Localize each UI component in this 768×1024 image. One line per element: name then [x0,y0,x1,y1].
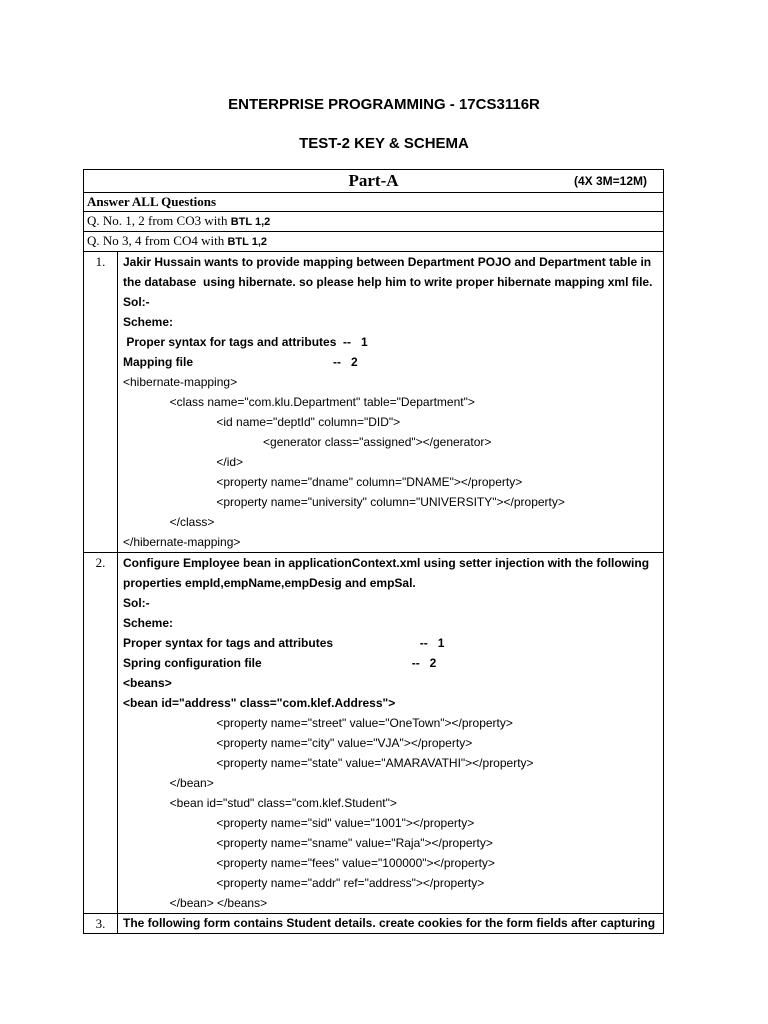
code-line: </bean> [123,776,214,790]
code-line: <property name="fees" value="100000"></property> [123,856,495,870]
scheme-line: Proper syntax for tags and attributes -- 1 [123,335,368,349]
question-row-1 [84,252,664,553]
code-line: </id> [123,455,244,469]
solution-label: Sol:- [123,295,150,309]
code-line: <property name="street" value="OneTown"></property> [123,716,513,730]
code-line: <property name="university" column="UNIVERSITY"></property> [123,495,565,509]
code-line: <bean id="stud" class="com.klef.Student"> [123,796,397,810]
co-row-1 [84,212,664,232]
scheme-line: Proper syntax for tags and attributes -- 1 [123,636,445,650]
code-line: <property name="state" value="AMARAVATHI"></property> [123,756,534,770]
code-line: <property name="city" value="VJA"></property> [123,736,473,750]
question-2-content [118,553,664,914]
code-line: <property name="dname" column="DNAME"></property> [123,475,523,489]
co-text: Q. No 3, 4 from CO4 with [87,233,228,248]
solution-label: Sol:- [123,596,150,610]
document-subtitle: TEST-2 KEY & SCHEMA [299,135,469,152]
code-line: <hibernate-mapping> [123,375,238,389]
code-line: <property name="sname" value="Raja"></property> [123,836,493,850]
part-a-title: Part-A [348,171,399,190]
code-line: </hibernate-mapping> [123,535,241,549]
answer-key-table [83,169,664,934]
scheme-line: Mapping file -- 2 [123,355,358,369]
question-number: 1. [95,254,106,269]
document-title: ENTERPRISE PROGRAMMING - 17CS3116R [228,96,540,113]
question-text-line: Jakir Hussain wants to provide mapping between Department POJO and Department table in [123,255,652,269]
code-line: <generator class="assigned"></generator> [123,435,492,449]
question-text-line: the database using hibernate. so please help him to write proper hibernate mapping xml file. [123,275,653,289]
scheme-label: Scheme: [123,315,174,329]
code-line: <beans> [123,676,172,690]
scheme-line: Spring configuration file -- 2 [123,656,437,670]
question-text-line: properties empId,empName,empDesig and empSal. [123,576,416,590]
code-line: <bean id="address" class="com.klef.Address"> [123,696,396,710]
instruction-row [84,193,664,212]
code-line: <property name="sid" value="1001"></property> [123,816,475,830]
question-text-line: The following form contains Student details. create cookies for the form fields after capturing [123,916,656,930]
question-1-content [118,252,664,553]
question-row-2 [84,553,664,914]
instruction-text: Answer ALL Questions [87,194,217,209]
co-row-2 [84,232,664,252]
code-line: <class name="com.klu.Department" table="Department"> [123,395,475,409]
code-line: </class> [123,515,215,529]
question-text-line: Configure Employee bean in applicationContext.xml using setter injection with the following [123,556,650,570]
code-line: <id name="deptId" column="DID"> [123,415,401,429]
btl-label: BTL 1,2 [227,236,267,248]
scheme-label: Scheme: [123,616,174,630]
part-a-header-row [84,170,664,193]
question-3-content [118,914,664,934]
question-number: 2. [95,555,106,570]
question-row-3 [84,914,664,934]
part-a-marks: (4X 3M=12M) [573,174,647,188]
btl-label: BTL 1,2 [230,216,271,228]
code-line: <property name="addr" ref="address"></property> [123,876,485,890]
code-line: </bean> </beans> [123,896,268,910]
co-text: Q. No. 1, 2 from CO3 with [87,213,231,228]
question-number: 3. [95,916,106,931]
